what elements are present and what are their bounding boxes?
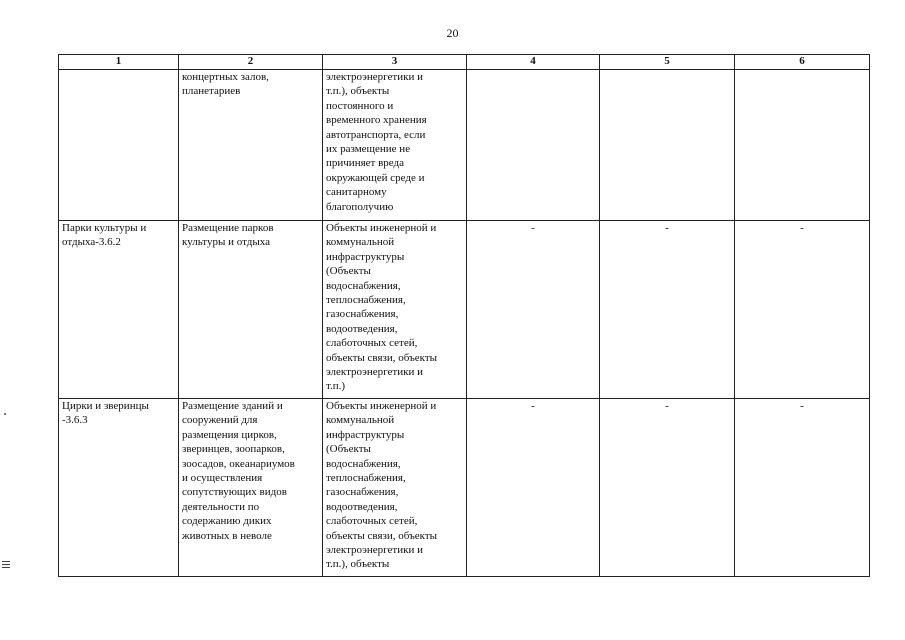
column-4-cell: - [467,221,600,399]
description-cell: Размещение зданий и сооружений для размещения цирков, зверинцев, зоопарков, зоосадов, океанариумов и осуществления сопутствующих видов деятельности по содержанию диких животных в неволе [179,399,323,577]
column-header-4: 4 [467,55,600,70]
scan-speck [4,413,6,415]
land-use-table [58,54,870,577]
column-5-cell [600,70,735,221]
land-use-type-cell: Цирки и зверинцы -3.6.3 [59,399,179,577]
auxiliary-use-cell: электроэнергетики и т.п.), объекты постоянного и временного хранения автотранспорта, если их размещение не причиняет вреда окружающей среде и санитарному благополучию [323,70,467,221]
column-5-cell: - [600,221,735,399]
column-4-cell: - [467,399,600,577]
column-6-cell [735,70,870,221]
column-header-1: 1 [59,55,179,70]
column-header-6: 6 [735,55,870,70]
description-cell: концертных залов, планетариев [179,70,323,221]
description-cell: Размещение парков культуры и отдыха [179,221,323,399]
column-5-cell: - [600,399,735,577]
auxiliary-use-cell: Объекты инженерной и коммунальной инфраструктуры (Объекты водоснабжения, теплоснабжения, газоснабжения, водоотведения, слаботочных сетей, объекты связи, объекты электроэнергетики и т.п.) [323,221,467,399]
column-6-cell: - [735,221,870,399]
column-6-cell: - [735,399,870,577]
table-row [59,221,870,399]
land-use-type-cell: Парки культуры и отдыха-3.6.2 [59,221,179,399]
column-header-5: 5 [600,55,735,70]
auxiliary-use-cell: Объекты инженерной и коммунальной инфраструктуры (Объекты водоснабжения, теплоснабжения, газоснабжения, водоотведения, слаботочных сетей, объекты связи, объекты электроэнергетики и т.п.), объекты [323,399,467,577]
column-4-cell [467,70,600,221]
table-row [59,399,870,577]
land-use-type-cell [59,70,179,221]
page-number: 20 [446,26,459,40]
table-header-row [59,55,870,70]
table-row [59,70,870,221]
column-header-3: 3 [323,55,467,70]
margin-binding-mark [2,561,10,571]
column-header-2: 2 [179,55,323,70]
